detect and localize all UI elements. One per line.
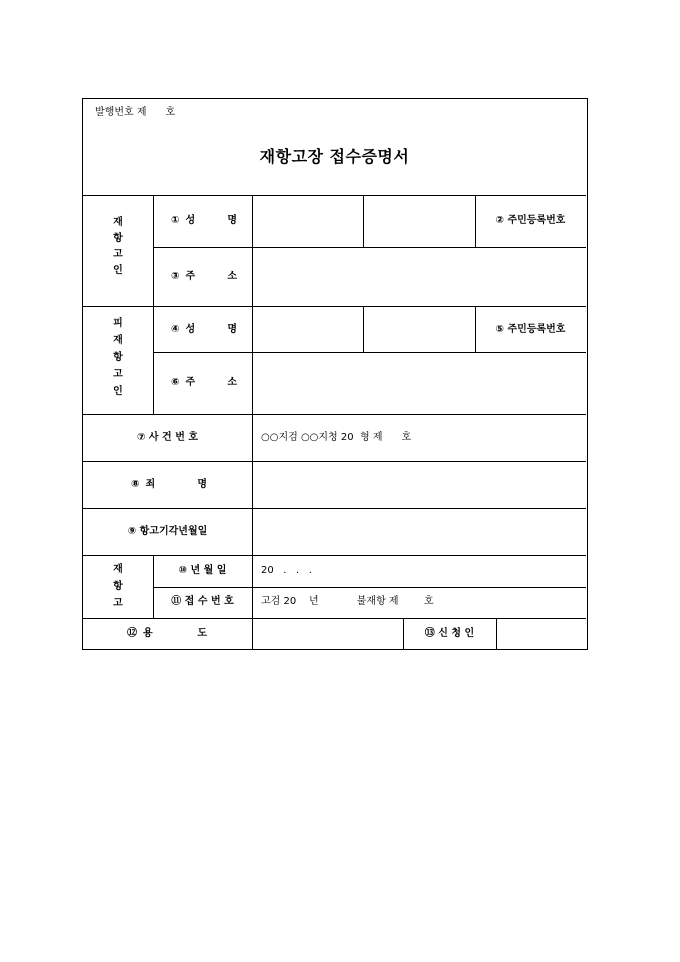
appellant-id-label: ② 주민등록번호	[495, 215, 566, 226]
respondent-name-field[interactable]	[253, 306, 363, 352]
purpose-field[interactable]	[253, 618, 403, 650]
respondent-address-field[interactable]	[253, 352, 586, 414]
charge-label: ⑧ 죄 명	[131, 479, 207, 490]
appellant-id-field[interactable]	[476, 195, 586, 247]
respondent-section-label: 피 재 항 고 인	[113, 318, 123, 397]
reappeal-date-label: ⑩ 년 월 일	[178, 565, 227, 576]
appeal-dismissal-date-field[interactable]	[253, 508, 586, 555]
case-number-field[interactable]: ○○지검 ○○지청 20 형 제 호	[261, 432, 412, 443]
appellant-section-label: 재 항 고 인	[113, 217, 123, 276]
respondent-id-label: ⑤ 주민등록번호	[495, 324, 566, 335]
certificate-form	[82, 98, 588, 650]
charge-field[interactable]	[253, 461, 586, 508]
appellant-address-label: ③ 주 소	[171, 271, 237, 282]
reappeal-date-field[interactable]: 20 . . .	[261, 565, 312, 576]
receipt-number-label: ⑪ 접 수 번 호	[171, 596, 234, 607]
respondent-id-field[interactable]	[476, 306, 586, 352]
appellant-name-field[interactable]	[253, 195, 363, 247]
case-number-label: ⑦ 사 건 번 호	[136, 432, 199, 443]
respondent-address-label: ⑥ 주 소	[171, 377, 237, 388]
issue-number: 발행번호 제 호	[95, 107, 176, 118]
form-title: 재항고장 접수증명서	[259, 147, 410, 166]
receipt-number-field[interactable]: 고검 20 년 불재항 제 호	[261, 596, 434, 607]
applicant-field[interactable]	[497, 618, 586, 650]
purpose-label: ⑫ 용 도	[127, 628, 207, 639]
appeal-dismissal-date-label: ⑨ 항고기각년월일	[127, 526, 208, 537]
reappeal-section-label: 재 항 고	[113, 564, 123, 609]
appellant-address-field[interactable]	[253, 247, 586, 306]
appellant-name-label: ① 성 명	[171, 215, 237, 226]
applicant-label: ⑬ 신 청 인	[424, 628, 475, 639]
respondent-name-label: ④ 성 명	[171, 324, 237, 335]
